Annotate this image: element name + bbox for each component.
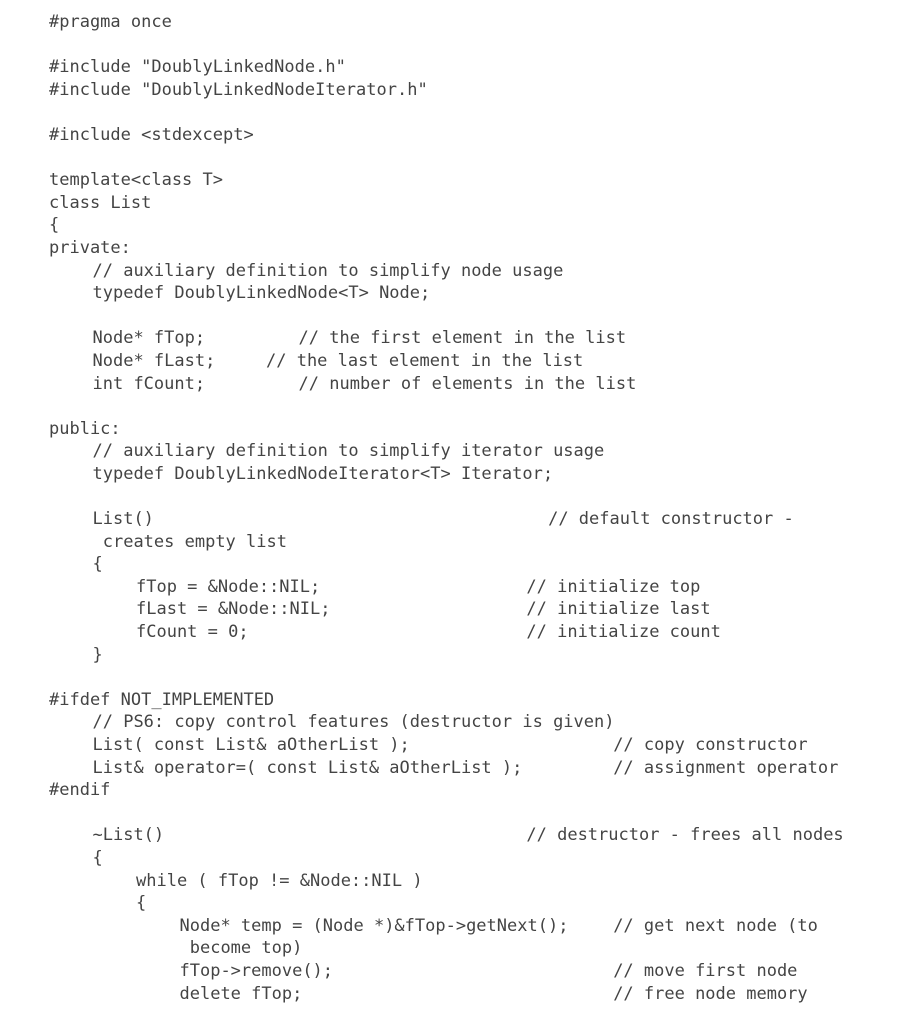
code-comment: // the last element in the list bbox=[266, 350, 584, 371]
code-text: List& operator=( const List& aOtherList ); bbox=[92, 757, 523, 778]
code-comment: // number of elements in the list bbox=[298, 373, 637, 394]
code-line bbox=[0, 124, 899, 147]
code-line bbox=[0, 531, 899, 554]
code-line bbox=[0, 350, 899, 373]
code-text: delete fTop; bbox=[179, 983, 303, 1004]
code-text: become top) bbox=[179, 938, 303, 959]
code-text: int fCount; bbox=[92, 373, 206, 394]
code-line bbox=[0, 147, 899, 170]
code-line bbox=[0, 56, 899, 79]
code-text: public: bbox=[49, 418, 121, 439]
code-comment: // initialize top bbox=[526, 576, 701, 597]
code-text: { bbox=[92, 554, 103, 575]
code-line bbox=[0, 508, 899, 531]
code-line bbox=[0, 373, 899, 396]
code-text: List( const List& aOtherList ); bbox=[92, 735, 410, 755]
code-line bbox=[0, 598, 899, 621]
code-line bbox=[0, 757, 899, 780]
code-line bbox=[0, 192, 899, 215]
code-comment: // assignment operator bbox=[613, 757, 839, 778]
code-comment: // destructor - frees all nodes bbox=[526, 825, 844, 846]
code-text: { bbox=[92, 847, 103, 868]
code-text: } bbox=[92, 644, 103, 665]
code-comment: // move first node bbox=[613, 960, 798, 981]
code-line bbox=[0, 644, 899, 667]
code-text: typedef DoublyLinkedNode<T> Node; bbox=[92, 283, 431, 304]
code-line bbox=[0, 237, 899, 260]
code-line bbox=[0, 79, 899, 102]
code-line bbox=[0, 892, 899, 915]
code-line bbox=[0, 11, 899, 34]
code-line bbox=[0, 34, 899, 57]
code-line bbox=[0, 824, 899, 847]
code-text: // auxiliary definition to simplify iterator usage bbox=[92, 441, 605, 462]
code-line bbox=[0, 169, 899, 192]
code-comment: // copy constructor bbox=[613, 735, 808, 755]
code-text: // auxiliary definition to simplify node usage bbox=[92, 260, 564, 281]
code-comment: // initialize count bbox=[526, 622, 721, 643]
code-line bbox=[0, 485, 899, 508]
code-text: { bbox=[49, 215, 60, 236]
code-text: Node* temp = (Node *)&fTop->getNext(); bbox=[179, 915, 569, 936]
code-text: #include "DoublyLinkedNode.h" bbox=[49, 57, 346, 78]
code-text: private: bbox=[49, 237, 131, 258]
code-text: List() bbox=[92, 509, 154, 530]
code-line bbox=[0, 983, 899, 1006]
code-line bbox=[0, 463, 899, 486]
code-line bbox=[0, 214, 899, 237]
code-text: #pragma once bbox=[49, 12, 172, 32]
code-listing bbox=[0, 11, 899, 1005]
code-line bbox=[0, 305, 899, 328]
code-line bbox=[0, 870, 899, 893]
code-text: typedef DoublyLinkedNodeIterator<T> Iterator; bbox=[92, 463, 554, 484]
code-line bbox=[0, 915, 899, 938]
code-line bbox=[0, 327, 899, 350]
code-line bbox=[0, 666, 899, 689]
code-text: class List bbox=[49, 192, 152, 213]
code-line bbox=[0, 802, 899, 825]
code-text: // PS6: copy control features (destructor is given) bbox=[92, 712, 615, 733]
code-text: template<class T> bbox=[49, 170, 223, 191]
code-line bbox=[0, 440, 899, 463]
code-comment: // default constructor - bbox=[548, 509, 794, 530]
code-text: #include "DoublyLinkedNodeIterator.h" bbox=[49, 79, 428, 100]
code-text: while ( fTop != &Node::NIL ) bbox=[136, 870, 423, 891]
code-line bbox=[0, 101, 899, 124]
code-text: fTop->remove(); bbox=[179, 960, 334, 981]
code-line bbox=[0, 937, 899, 960]
code-line bbox=[0, 282, 899, 305]
code-comment: // the first element in the list bbox=[298, 328, 627, 349]
code-text: #ifdef NOT_IMPLEMENTED bbox=[49, 689, 275, 710]
code-line bbox=[0, 689, 899, 712]
code-line bbox=[0, 960, 899, 983]
code-text: ~List() bbox=[92, 825, 165, 846]
code-text: #endif bbox=[49, 780, 111, 801]
code-line bbox=[0, 847, 899, 870]
code-line bbox=[0, 779, 899, 802]
code-line bbox=[0, 711, 899, 734]
code-text: creates empty list bbox=[92, 531, 287, 552]
code-line bbox=[0, 734, 899, 757]
code-line bbox=[0, 260, 899, 283]
code-line bbox=[0, 395, 899, 418]
code-text: #include <stdexcept> bbox=[49, 124, 254, 145]
code-text: { bbox=[136, 893, 147, 914]
code-text: fLast = &Node::NIL; bbox=[136, 599, 331, 620]
code-comment: // initialize last bbox=[526, 599, 711, 620]
code-text: fTop = &Node::NIL; bbox=[136, 576, 321, 597]
code-text: Node* fLast; bbox=[92, 350, 216, 371]
code-line bbox=[0, 418, 899, 441]
code-text: Node* fTop; bbox=[92, 328, 206, 349]
code-text: fCount = 0; bbox=[136, 622, 249, 643]
code-comment: // get next node (to bbox=[613, 915, 818, 936]
code-comment: // free node memory bbox=[613, 983, 808, 1004]
code-line bbox=[0, 576, 899, 599]
code-line bbox=[0, 553, 899, 576]
code-line bbox=[0, 621, 899, 644]
